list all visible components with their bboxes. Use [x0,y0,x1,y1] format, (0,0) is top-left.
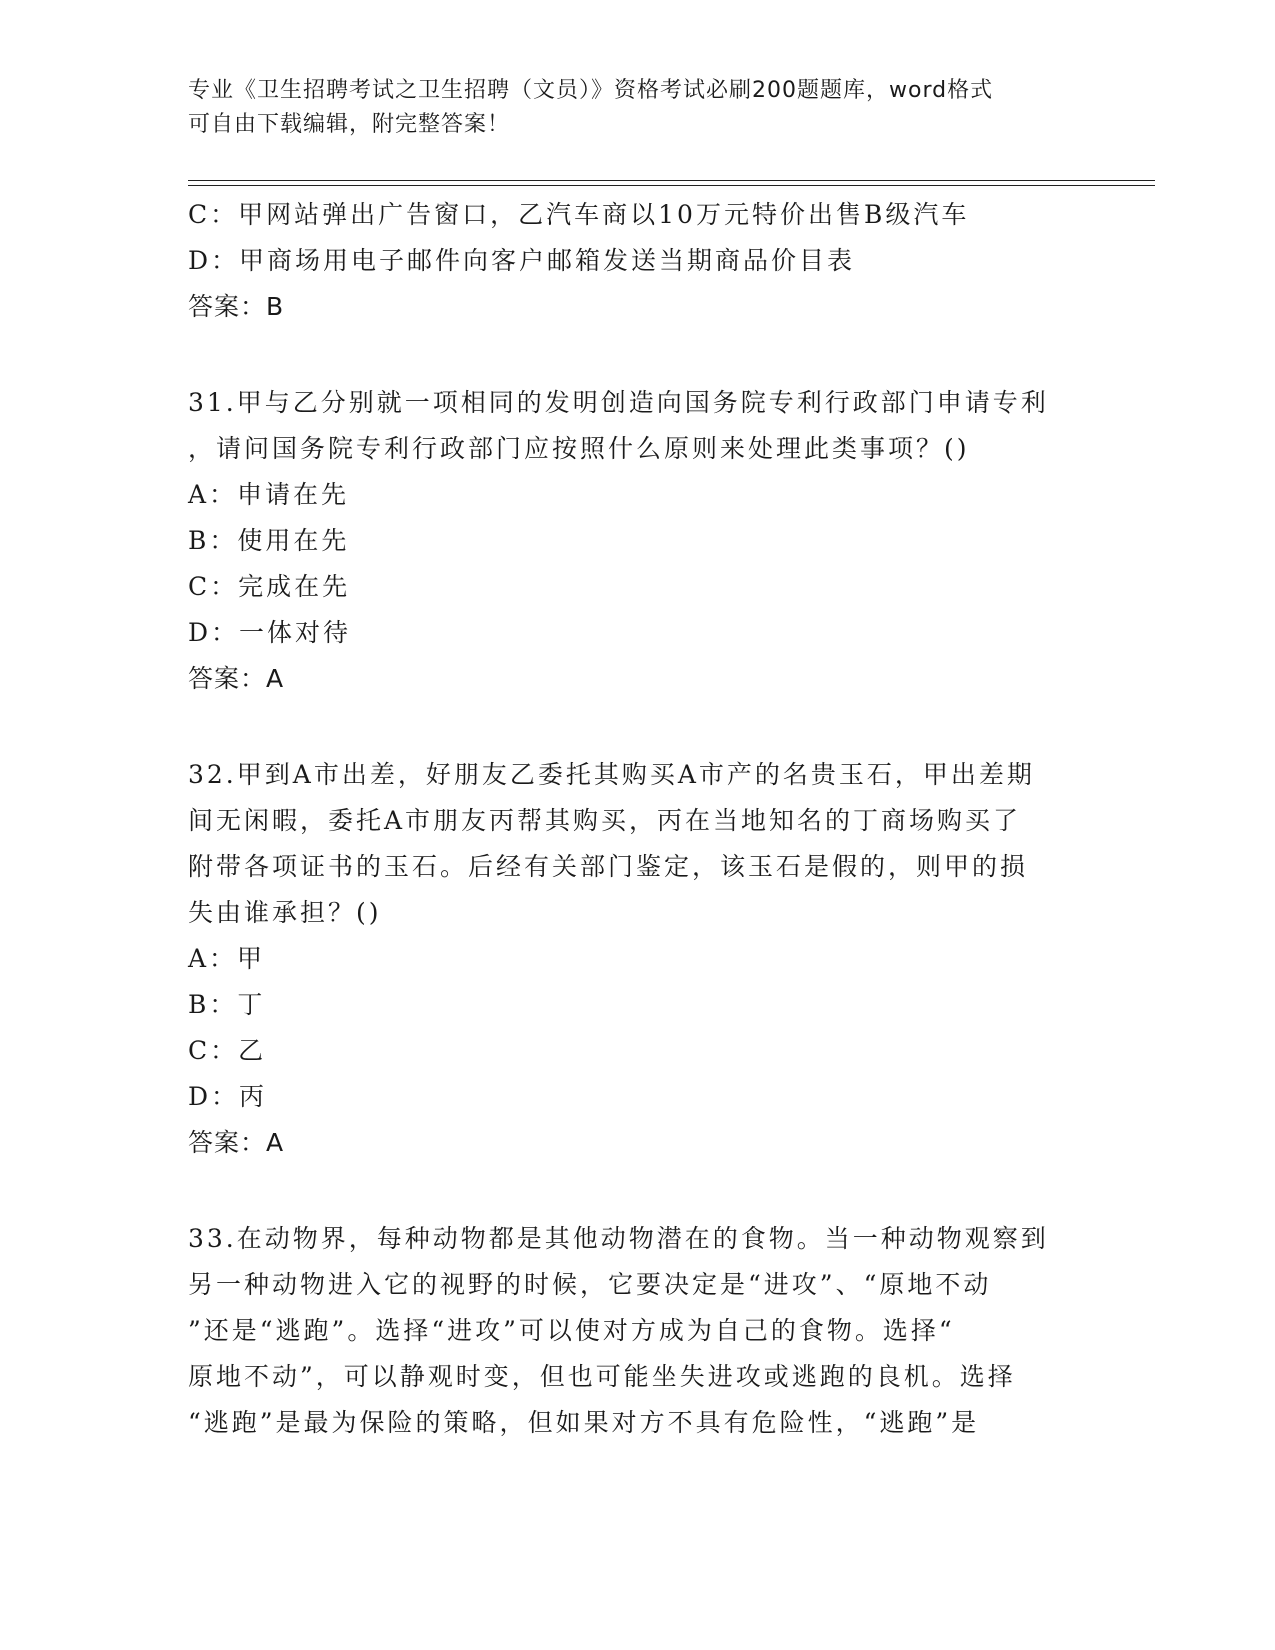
page-header [188,74,1088,142]
option-d: D：一体对待 [188,618,352,647]
option-c: C：乙 [188,1036,267,1065]
question-line: ，请问国务院专利行政部门应按照什么原则来处理此类事项？() [188,434,970,463]
question-line: ”还是“逃跑”。选择“进攻”可以使对方成为自己的食物。选择“ [188,1316,955,1345]
answer-line: 答案：A [188,664,285,693]
option-d: D：甲商场用电子邮件向客户邮箱发送当期商品价目表 [188,246,856,275]
question-line: 失由谁承担？() [188,898,382,927]
option-b: B：使用在先 [188,526,350,555]
option-a: A：申请在先 [188,480,350,509]
option-d: D：丙 [188,1082,268,1111]
question-text [188,380,1088,472]
question-31 [188,380,1088,702]
question-32 [188,752,1088,1166]
question-line: 原地不动”，可以静观时变，但也可能坐失进攻或逃跑的良机。选择 [188,1362,1016,1391]
answer-line: 答案：B [188,292,285,321]
header-rule-bottom [188,185,1155,186]
header-line-1: 专业《卫生招聘考试之卫生招聘（文员）》资格考试必刷200题题库，word格式 [188,78,994,103]
option-c: C：甲网站弹出广告窗口，乙汽车商以10万元特价出售B级汽车 [188,200,970,229]
question-line: 间无闲暇，委托A市朋友丙帮其购买，丙在当地知名的丁商场购买了 [188,806,1022,835]
header-line-2: 可自由下载编辑，附完整答案！ [188,112,511,137]
question-line: 31.甲与乙分别就一项相同的发明创造向国务院专利行政部门申请专利 [188,388,1049,417]
question-line: 32.甲到A市出差，好朋友乙委托其购买A市产的名贵玉石，甲出差期 [188,760,1035,789]
question-line: 33.在动物界，每种动物都是其他动物潜在的食物。当一种动物观察到 [188,1224,1049,1253]
answer-line: 答案：A [188,1128,285,1157]
option-a: A：甲 [188,944,266,973]
question-text [188,1216,1088,1446]
continued-question [188,192,1088,330]
option-c: C：完成在先 [188,572,351,601]
question-text [188,752,1088,936]
header-rule-top [188,180,1155,181]
option-b: B：丁 [188,990,266,1019]
question-line: “逃跑”是最为保险的策略，但如果对方不具有危险性，“逃跑”是 [188,1408,980,1437]
question-line: 附带各项证书的玉石。后经有关部门鉴定，该玉石是假的，则甲的损 [188,852,1029,881]
question-line: 另一种动物进入它的视野的时候，它要决定是“进攻”、“原地不动 [188,1270,992,1299]
question-33 [188,1216,1088,1446]
document-body [188,192,1088,1446]
